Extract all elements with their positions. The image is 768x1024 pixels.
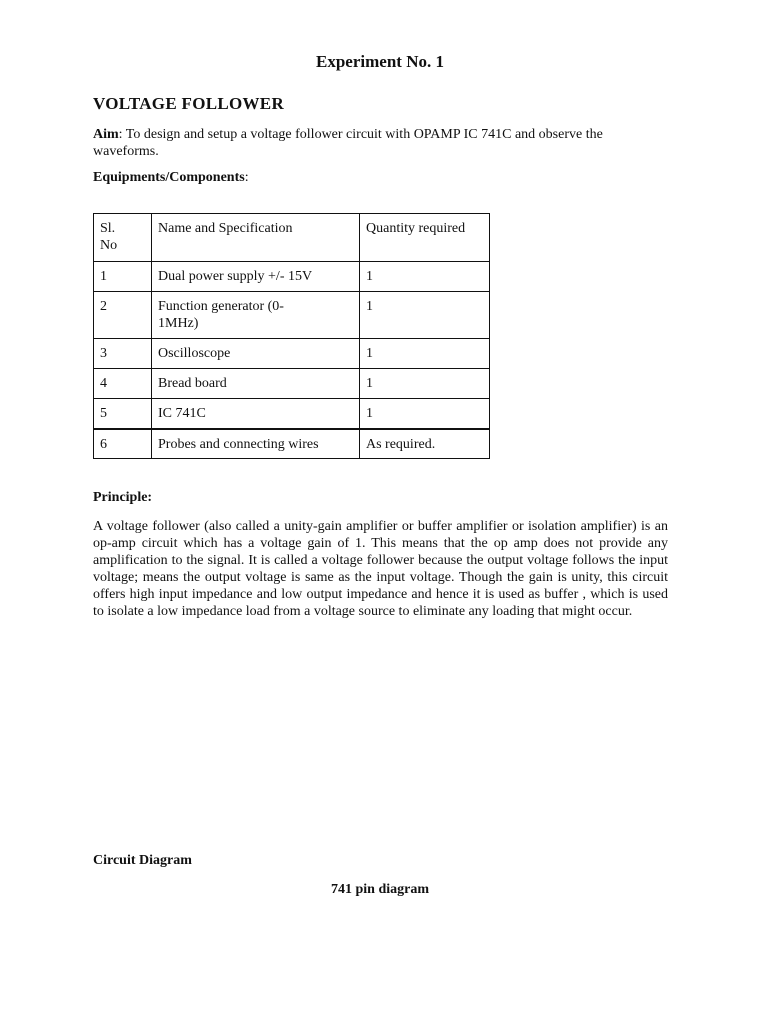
cell-serial: 5 bbox=[94, 399, 152, 429]
header-serial: Sl. No bbox=[94, 214, 152, 262]
cell-serial: 2 bbox=[94, 292, 152, 339]
header-quantity: Quantity required bbox=[360, 214, 490, 262]
experiment-title: Experiment No. 1 bbox=[316, 52, 444, 71]
aim-label: Aim bbox=[93, 127, 119, 142]
experiment-heading: VOLTAGE FOLLOWER bbox=[93, 94, 285, 113]
cell-name: Bread board bbox=[152, 369, 360, 399]
cell-name: Function generator (0-1MHz) bbox=[152, 292, 360, 339]
cell-name: Oscilloscope bbox=[152, 339, 360, 369]
table-row bbox=[94, 292, 490, 339]
cell-serial: 4 bbox=[94, 369, 152, 399]
table-row bbox=[94, 399, 490, 429]
aim-text: : To design and setup a voltage follower circuit with OPAMP IC 741C and observe the waveforms. bbox=[93, 127, 603, 159]
cell-quantity: 1 bbox=[360, 262, 490, 292]
cell-quantity: 1 bbox=[360, 369, 490, 399]
cell-name: Dual power supply +/- 15V bbox=[152, 262, 360, 292]
table-row bbox=[94, 429, 490, 459]
cell-name: IC 741C bbox=[152, 399, 360, 429]
components-table bbox=[93, 213, 490, 459]
aim-paragraph bbox=[93, 126, 668, 160]
equipment-label: Equipments/Components bbox=[93, 170, 245, 185]
circuit-diagram-heading: Circuit Diagram bbox=[93, 853, 192, 868]
cell-quantity: 1 bbox=[360, 292, 490, 339]
equipment-suffix: : bbox=[244, 170, 249, 185]
cell-name: Probes and connecting wires bbox=[152, 429, 360, 459]
table-row bbox=[94, 339, 490, 369]
principle-heading: Principle: bbox=[93, 490, 153, 505]
table-row bbox=[94, 369, 490, 399]
cell-serial: 6 bbox=[94, 429, 152, 459]
pin-diagram-heading: 741 pin diagram bbox=[330, 882, 429, 897]
principle-paragraph: A voltage follower (also called a unity-gain amplifier or buffer amplifier or isolation amplifier) is an op-amp circuit which has a voltage gain of 1. This means that the op amp does not provide any amplification to the signal. It is called a voltage follower because the output voltage follows the input voltage; means the output voltage is same as the input voltage. Though the gain is unity, this circuit offers high input impedance and low output impedance and hence it is used as buffer , which is used to isolate a low impedance load from a voltage source to eliminate any loading that might occur. bbox=[93, 519, 668, 619]
cell-quantity: As required. bbox=[360, 429, 490, 459]
table-header-row bbox=[94, 214, 490, 262]
cell-quantity: 1 bbox=[360, 399, 490, 429]
cell-quantity: 1 bbox=[360, 339, 490, 369]
cell-serial: 3 bbox=[94, 339, 152, 369]
table-row bbox=[94, 262, 490, 292]
header-name: Name and Specification bbox=[152, 214, 360, 262]
equipment-heading bbox=[93, 170, 249, 186]
cell-serial: 1 bbox=[94, 262, 152, 292]
